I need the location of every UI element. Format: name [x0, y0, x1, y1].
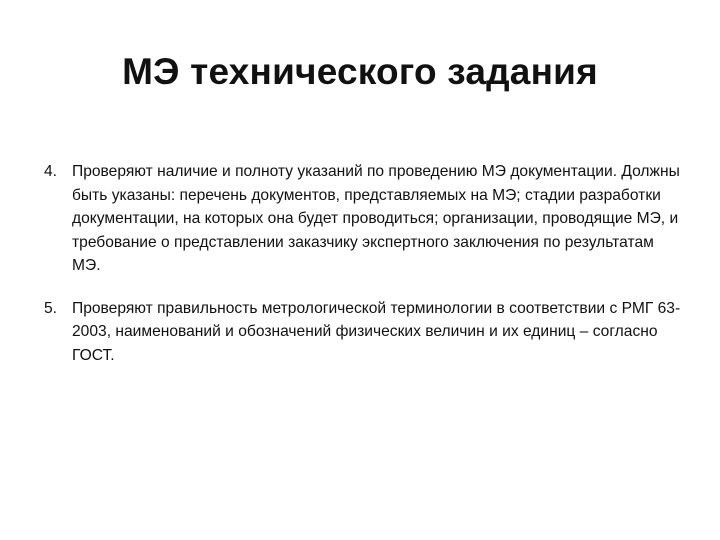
slide-title: МЭ технического задания [122, 51, 598, 92]
numbered-list [44, 160, 684, 386]
list-item-number: 5. [44, 299, 58, 317]
list-item-text: Проверяют наличие и полноту указаний по проведению МЭ документации. Должны быть указаны: перечень документов, представляемых на МЭ; стадии разработки документации, на которых она будет проводиться; организации, проводящие МЭ, и требование о представлении заказчику экспертного заключения по результатам МЭ. [72, 163, 680, 274]
list-item-text: Проверяют правильность метрологической терминологии в соответствии с РМГ 63-2003, наименований и обозначений физических величин и их единиц – согласно ГОСТ. [72, 299, 681, 364]
list-item [44, 160, 684, 278]
list-item-number: 4. [44, 163, 58, 180]
list-item [44, 297, 684, 368]
